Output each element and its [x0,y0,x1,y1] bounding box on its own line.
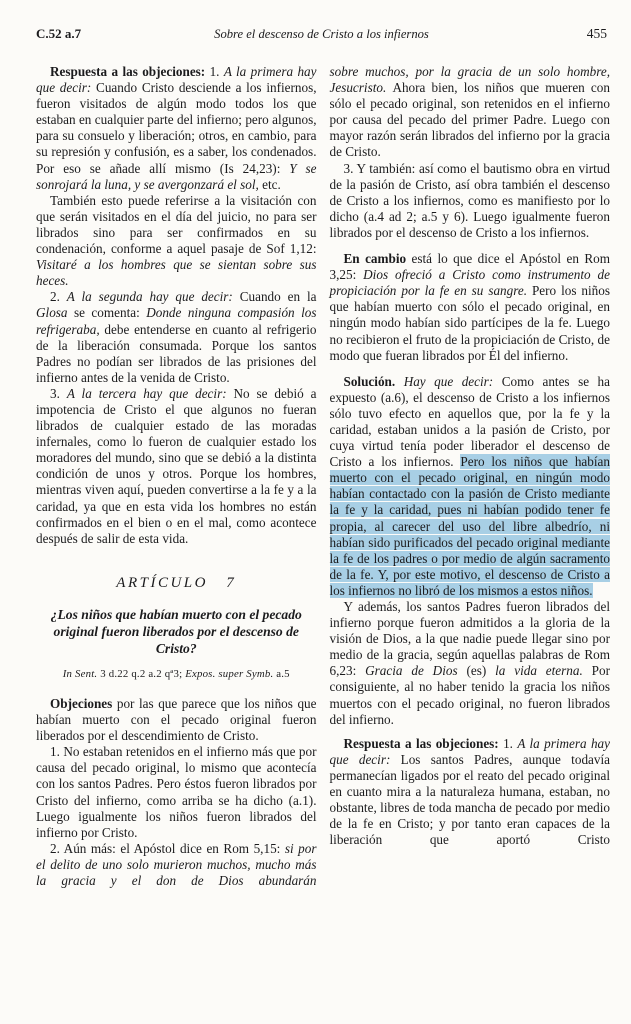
right-column [330,64,611,889]
chapter-article-label: C.52 a.7 [36,26,82,41]
paragraph-tambien: También esto puede referirse a la visitación con que serán visitados en el día del juicio, no para ser librados sino para ser confirmados en su condenación, conforme a aquel pasaje de Sof 1,12: Visitaré a los hombres que se sientan sobre sus heces. [36,192,317,289]
text-columns [0,42,631,889]
paragraph-respuesta-3: 3. A la tercera hay que decir: No se debió a impotencia de Cristo el que algunos no fueran librados de cualquier estado de las moradas infernales, como lo fueron de cualquier estado los moradores del mundo, sino que se debió a la distinta condición de unos y otros. Porque los hombres, mientras viven aquí, pueden convertirse a la fe y a la caridad, ya que en esta vida los hombres no están confirmados en el bien o en el mal, como acontece después de salir de esta vida. [36,385,317,546]
article-title-heading: ¿Los niños que habían muerto con el pecado original fueron liberados por el descenso de Cristo? [50,606,302,656]
paragraph-objeciones: Objeciones por las que parece que los niños que habían muerto con el pecado original fueron liberados por el descendimiento de Cristo. [36,696,317,744]
left-column [36,64,317,889]
paragraph-solucion: Solución. Hay que decir: Como antes se ha expuesto (a.6), el descenso de Cristo a los infiernos sólo tuvo efecto en aquellos que, por la fe y la caridad, estaban unidos a la pasión de Cristo, por cuya virtud tenía poder liberador el descenso de Cristo a los infiernos. Pero los niños que habían muerto con el pecado original, en ningún modo habían contactado con la pasión de Cristo mediante la fe y la caridad, pues ni habían podido tener fe propia, al carecer del uso del libre albedrío, ni habían sido purificados del pecado original mediante la fe de los padres o por medio de algún sacramento de la fe. Y, por este motivo, el descenso de Cristo a los infiernos no libró de los mismos a estos niños. [329,373,611,598]
paragraph-respuesta-1: Respuesta a las objeciones: 1. A la primera hay que decir: Cuando Cristo desciende a los infiernos, fueron visitados de algún modo todos los que estaban en cualquier parte del infierno; pero algunos, para su consuelo y liberación; otros, en cambio, para su represión y confusión, es a saber, los condenados. Por eso se añade allí mismo (Is 24,23): Y se sonrojará la luna, y se avergonzará el sol, etc. [36,64,317,192]
paragraph-objecion-1: 1. No estaban retenidos en el infierno más que por causa del pecado original, lo mismo que acontecía con los santos Padres. Pero éstos fueron librados por Cristo del infierno, como arriba se ha dicho (a.1). Luego igualmente los niños fueron librados del infierno por Cristo. [36,744,317,840]
paragraph-objecion-3: 3. Y también: así como el bautismo obra en virtud de la pasión de Cristo, así obra también el descenso de Cristo a los infiernos, como es manifiesto por lo dicho (a.4 ad 2; a.5 y 6). Luego igualmente fueron librados por el descenso de Cristo a los infiernos. [329,160,610,240]
paragraph-respuesta-objeciones-2: Respuesta a las objeciones: 1. A la primera hay que decir: Los santos Padres, aunque todavía permanecían ligados por el reato del pecado original en cuanto mira a la naturaleza humana, estaban, no obstante, libres de toda mancha de pecado por medio de la fe en Cristo; y por tanto eran capaces de la liberación que aportó Cristo [329,735,610,848]
source-reference-line: In Sent. 3 d.22 q.2 a.2 qª3; Expos. super Symb. a.5 [62,667,290,680]
article-number-heading: ARTÍCULO 7 [116,574,237,591]
paragraph-y-ademas: Y además, los santos Padres fueron librados del infierno porque fueron admitidos a la gloria de la visión de Dios, a la que nadie puede llegar sino por medio de la gracia, según aquellas palabras de Rom 6,23: Gracia de Dios (es) la vida eterna. Por consiguiente, al no haber tenido la gracia los niños muertos con el pecado original, no fueron librados del infierno. [329,599,610,727]
paragraph-en-cambio: En cambio está lo que dice el Apóstol en Rom 3,25: Dios ofreció a Cristo como instrumento de propiciación por la fe en su sangre. Pero los niños que habían muerto con sólo el pecado original, en ningún modo habían sido partícipes de la fe. Luego no recibieron el fruto de la propiciación de Cristo, de modo que fueran librados por Él del infierno. [329,251,610,363]
paragraph-objecion-2-continuation: sobre muchos, por la gracia de un solo hombre, Jesucristo. Ahora bien, los niños que mueren con sólo el pecado original, son retenidos en el infierno por causa del pecado del primer Padre. Luego con mayor razón serán librados del infierno por la gracia de Cristo. [329,64,610,160]
paragraph-objecion-2: 2. Aún más: el Apóstol dice en Rom 5,15: si por el delito de uno solo murieron muchos, mucho más la gracia y el don de Dios abundarán [36,840,317,889]
running-head [0,0,631,42]
paragraph-respuesta-2: 2. A la segunda hay que decir: Cuando en la Glosa se comenta: Donde ninguna compasión los refrigeraba, debe entenderse en cuanto al refrigerio de la liberación consumada. Porque los santos Padres no podían ser librados de las prisiones del infierno antes de la venida de Cristo. [36,289,317,385]
highlighted-text: Pero los niños que habían muerto con el pecado original, en ningún modo habían contactado con la pasión de Cristo mediante la fe y la caridad, pues ni habían podido tener fe propia, al carecer del uso del libre albedrío, ni habían sido purificados del pecado original mediante la fe de los padres o por medio de algún sacramento de la fe. Y, por este motivo, el descenso de Cristo a los infiernos no libró de los mismos a estos niños. [329,454,610,598]
running-title: Sobre el descenso de Cristo a los infiernos [214,27,429,41]
page-number: 455 [586,26,607,41]
